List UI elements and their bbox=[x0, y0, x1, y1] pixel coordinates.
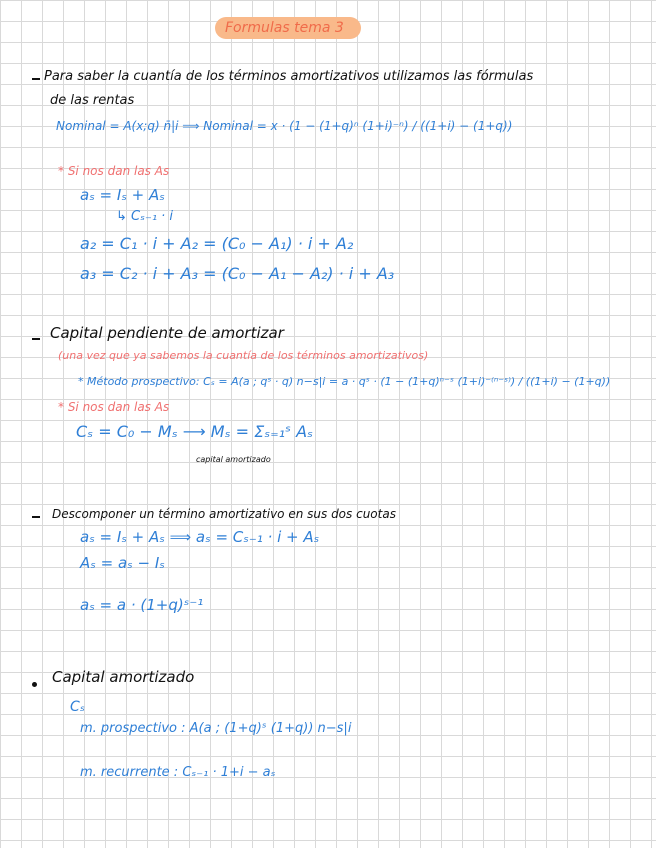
heading-capital-pendiente: Capital pendiente de amortizar bbox=[50, 324, 284, 342]
eq-as: aₛ = Iₛ + Aₛ bbox=[80, 186, 165, 204]
eq-a3: a₃ = C₂ · i + A₃ = (C₀ − A₁ − A₂) · i + A₃ bbox=[80, 264, 395, 283]
note-paren: (una vez que ya sabemos la cuantía de los términos amortizativos) bbox=[58, 349, 429, 362]
metodo-prospectivo-amortizado: m. prospectivo : A(a ; (1+q)ˢ (1+q)) n−s|i bbox=[80, 721, 352, 736]
intro-line-1: Para saber la cuantía de los términos amortizativos utilizamos las fórmulas bbox=[44, 69, 534, 84]
intro-line-2: de las rentas bbox=[50, 93, 135, 108]
formula-cs: Cₛ = C₀ − Mₛ ⟶ Mₛ = Σₛ₌₁ˢ Aₛ bbox=[76, 422, 314, 441]
page-title: Formulas tema 3 bbox=[225, 20, 344, 36]
eq-decomp-2: Aₛ = aₛ − Iₛ bbox=[80, 554, 165, 572]
eq-decomp-1: aₛ = Iₛ + Aₛ ⟹ aₛ = Cₛ₋₁ · i + Aₛ bbox=[80, 528, 320, 546]
heading-capital-amortizado: Capital amortizado bbox=[52, 668, 195, 686]
heading-descomponer: Descomponer un término amortizativo en sus dos cuotas bbox=[52, 507, 396, 521]
formula-nominal: Nominal = A(x;q) n̄|i ⟹ Nominal = x · (1 − (1+q)ⁿ (1+i)⁻ⁿ) / ((1+i) − (1+q)) bbox=[56, 119, 513, 133]
metodo-recurrente: m. recurrente : Cₛ₋₁ · 1+i − aₛ bbox=[80, 765, 276, 780]
note-as-2: * Si nos dan las As bbox=[58, 400, 170, 414]
section-bullet bbox=[32, 78, 40, 80]
section-bullet bbox=[32, 682, 37, 687]
note-as: * Si nos dan las As bbox=[58, 164, 170, 178]
var-cs: Cₛ bbox=[70, 699, 85, 715]
metodo-prospectivo: * Método prospectivo: Cₛ = A(a ; qˢ · q) n−s|i = a · qˢ · (1 − (1+q)ⁿ⁻ˢ (1+i)⁻⁽ⁿ⁻ˢ⁾) / ((1+i) − (1+q)) bbox=[78, 375, 611, 388]
eq-a2: a₂ = C₁ · i + A₂ = (C₀ − A₁) · i + A₂ bbox=[80, 234, 354, 253]
eq-decomp-3: aₛ = a · (1+q)ˢ⁻¹ bbox=[80, 596, 204, 614]
label-capital-amortizado: capital amortizado bbox=[196, 455, 271, 464]
section-bullet bbox=[32, 516, 40, 518]
section-bullet bbox=[32, 338, 40, 340]
eq-interest: ↳ Cₛ₋₁ · i bbox=[116, 209, 174, 224]
